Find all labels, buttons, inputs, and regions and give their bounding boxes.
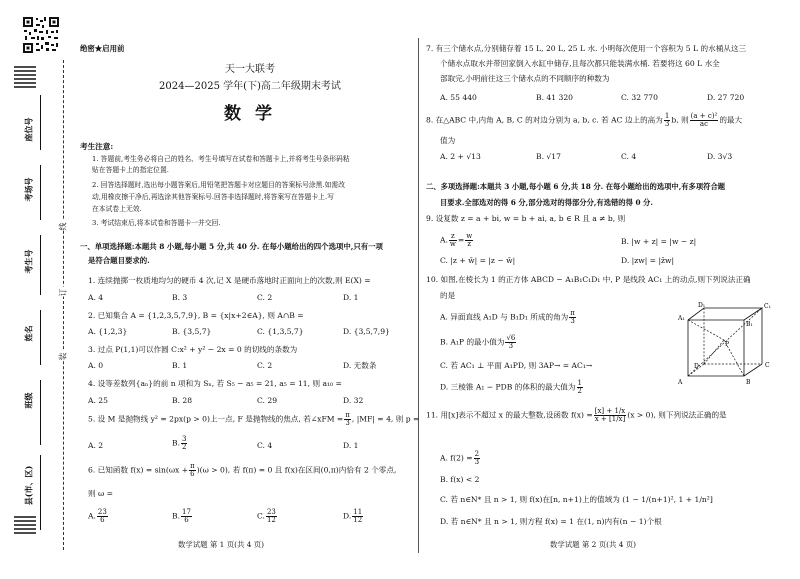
q8-option-b[interactable]: B. √17 bbox=[536, 152, 561, 161]
q11-option-b[interactable]: B. f(x) < 2 bbox=[440, 475, 480, 484]
notice-line: 2. 回答选择题时,选出每小题答案后,用铅笔把答题卡对应题目的答案标号涂黑.如需改 bbox=[92, 181, 346, 189]
q8-option-c[interactable]: C. 4 bbox=[621, 152, 637, 161]
q6-option-a[interactable]: A. $\frac{23}{6}$ bbox=[88, 508, 107, 524]
q4-option-c[interactable]: C. 29 bbox=[257, 396, 278, 405]
q8-stem: 8. 在△ABC 中,内角 A, B, C 的对边分别为 a, b, c. 若 AC 边上的高为 $\frac{1}{3}$ b, 则 $\frac{\text{(a + c)²}}{ac}$ 的最大 bbox=[426, 112, 743, 128]
q1-stem: 1. 连续抛掷一枚质地均匀的硬币 4 次,记 X 是硬币落地时正面向上的次数,则 E(X) = bbox=[88, 276, 371, 285]
q10-stem: 10. 如图,在棱长为 1 的正方体 ABCD − A₁B₁C₁D₁ 中, P 是线段 AC₁ 上的动点,则下列说法正确 bbox=[426, 275, 751, 284]
q6-stem: 6. 已知函数 f(x) = sin(ωx + $\frac{\pi}{6}$ )(ω > 0), 若 f(π) = 0 且 f(x)在区间(0,π)内恰有 2 个零点, bbox=[88, 462, 397, 478]
county-label: 县(市、区) bbox=[23, 465, 34, 506]
q11-option-d[interactable]: D. 若 n∈N* 且 n > 1, 则方程 f(x) = 1 在(1, n)内有(n − 1)个根 bbox=[440, 517, 662, 526]
q2-option-c[interactable]: C. {1,3,5,7} bbox=[257, 327, 304, 336]
q10-option-b[interactable]: B. A₁P 的最小值为 $\frac{√6}{3}$ bbox=[440, 334, 516, 350]
q1-option-a[interactable]: A. 4 bbox=[88, 293, 104, 302]
q4-option-d[interactable]: D. 32 bbox=[343, 396, 364, 405]
cube-label-p: P bbox=[725, 341, 730, 348]
cube-label-b1: B₁ bbox=[746, 321, 753, 328]
q1-option-c[interactable]: C. 2 bbox=[257, 293, 273, 302]
cube-label-d1: D₁ bbox=[698, 302, 706, 309]
q5-option-d[interactable]: D. 1 bbox=[343, 441, 359, 450]
cube-label-c1: C₁ bbox=[764, 303, 771, 310]
notice-line: 贴在答题卡上的指定位置. bbox=[92, 166, 169, 174]
cube-label-c: C bbox=[765, 362, 770, 369]
q3-option-a[interactable]: A. 0 bbox=[88, 361, 104, 370]
seat-number-label: 座位号 bbox=[23, 117, 34, 142]
q7-stem: 7. 有三个储水点,分别储存着 15 L, 20 L, 25 L 水. 小明每次使用一个容积为 5 L 的水桶从这三 bbox=[426, 44, 747, 53]
q7-stem: 部取完,小明前往这三个储水点的不同顺序的种数为 bbox=[440, 74, 610, 83]
q9-option-a[interactable]: A. $\frac{z}{w}$ = $\frac{w}{z}$ bbox=[440, 232, 473, 248]
exam-title: 2024—2025 学年(下)高二年级期末考试 bbox=[159, 81, 341, 92]
q5-stem: 5. 设 M 是抛物线 y² = 2px(p > 0)上一点, F 是抛物线的焦点, 若∠xFM = $\frac{\pi}{3}$ , |MF| = 4, 则 p = bbox=[88, 411, 420, 427]
q5-option-b[interactable]: B. $\frac{3}{2}$ bbox=[172, 435, 187, 451]
q11-stem: 11. 用[x]表示不超过 x 的最大整数,设函数 f(x) = $\frac{[x] + 1/x}{x + [1/x]}$ (x > 0), 则下列说法正确的是 bbox=[426, 407, 727, 423]
secret-label: 绝密★启用前 bbox=[80, 44, 125, 53]
q11-option-c[interactable]: C. 若 n∈N* 且 n > 1, 则 f(x)在[n, n+1)上的值域为 (1 − 1/(n+1)², 1 + 1/n²] bbox=[440, 495, 713, 504]
q7-option-d[interactable]: D. 27 720 bbox=[707, 93, 745, 102]
q2-option-a[interactable]: A. {1,2,3} bbox=[88, 327, 128, 336]
q5-option-a[interactable]: A. 2 bbox=[88, 441, 104, 450]
q2-option-b[interactable]: B. {3,5,7} bbox=[172, 327, 212, 336]
q6-option-b[interactable]: B. $\frac{17}{6}$ bbox=[172, 508, 191, 524]
footer-left: 数学试题 第 1 页(共 4 页) bbox=[178, 540, 265, 549]
q8-stem2: 值为 bbox=[440, 136, 456, 145]
section1-title: 是符合题目要求的. bbox=[88, 256, 150, 265]
q3-option-d[interactable]: D. 无数条 bbox=[343, 361, 377, 370]
seal-mark-bind: 订 bbox=[58, 288, 68, 297]
q3-option-c[interactable]: C. 2 bbox=[257, 361, 273, 370]
cube-figure bbox=[676, 302, 776, 386]
q1-option-b[interactable]: B. 3 bbox=[172, 293, 188, 302]
section2-title: 二、多项选择题:本题共 3 小题,每小题 6 分,共 18 分. 在每小题给出的选项中,有多项符合题 bbox=[426, 182, 726, 191]
exam-room-label: 考场号 bbox=[23, 177, 34, 202]
subject-title: 数 学 bbox=[224, 104, 276, 124]
q2-option-d[interactable]: D. {3,5,7,9} bbox=[343, 327, 390, 336]
q3-option-b[interactable]: B. 1 bbox=[172, 361, 188, 370]
notice-line: 3. 考试结束后,将本试卷和答题卡一并交回. bbox=[92, 219, 221, 227]
q3-stem: 3. 过点 P(1,1)可以作圆 C:x² + y² − 2x = 0 的切线的条数为 bbox=[88, 345, 298, 354]
notice-line: 1. 答题前,考生务必将自己的姓名、考生号填写在试卷和答题卡上,并将考生号条形码粘 bbox=[92, 155, 350, 163]
seal-line bbox=[63, 60, 65, 550]
q4-stem: 4. 设等差数列{aₙ}的前 n 项和为 Sₙ, 若 S₅ − a₅ = 21, a₅ = 11, 则 a₁₀ = bbox=[88, 379, 342, 388]
q6-option-d[interactable]: D. $\frac{11}{12}$ bbox=[343, 508, 363, 524]
q11-option-a[interactable]: A. f(2) = $\frac{2}{3}$ bbox=[440, 450, 480, 466]
org-title: 天一大联考 bbox=[225, 64, 275, 75]
q9-stem: 9. 设复数 z = a + bi, w = b + ai, a, b ∈ R 且 a ≠ b, 则 bbox=[426, 214, 626, 223]
name-label: 姓名 bbox=[23, 325, 34, 342]
class-label: 班级 bbox=[23, 392, 34, 409]
q7-stem: 个储水点取水并带回家倒入水缸中储存,且每次都只能装满水桶. 若要将这 60 L 水全 bbox=[440, 59, 720, 68]
q6-option-c[interactable]: C. $\frac{23}{12}$ bbox=[257, 508, 276, 524]
seal-mark-line: 线 bbox=[58, 222, 68, 231]
section1-title: 一、单项选择题:本题共 8 小题,每小题 5 分,共 40 分. 在每小题给出的四个选项中,只有一项 bbox=[80, 242, 383, 251]
q10-stem: 的是 bbox=[440, 291, 456, 300]
cube-label-d: D bbox=[694, 363, 699, 370]
section2-title: 目要求.全部选对的得 6 分,部分选对的得部分分,有选错的得 0 分. bbox=[440, 198, 653, 207]
qr-code bbox=[22, 16, 60, 54]
q8-option-d[interactable]: D. 3√3 bbox=[707, 152, 733, 161]
notice-line: 在本试卷上无效. bbox=[92, 205, 142, 213]
cube-label-b: B bbox=[746, 379, 751, 386]
q7-option-a[interactable]: A. 55 440 bbox=[440, 93, 477, 102]
notice-title: 考生注意: bbox=[80, 142, 114, 151]
q1-option-d[interactable]: D. 1 bbox=[343, 293, 359, 302]
q9-option-d[interactable]: D. |zw| = |z̄w| bbox=[621, 256, 675, 265]
exam-number-label: 考生号 bbox=[23, 249, 34, 274]
q4-option-b[interactable]: B. 28 bbox=[172, 396, 193, 405]
q7-option-c[interactable]: C. 32 770 bbox=[621, 93, 658, 102]
notice-line: 动,用橡皮擦干净后,再选涂其他答案标号.回答非选择题时,将答案写在答题卡上.写 bbox=[92, 193, 334, 201]
page-divider bbox=[418, 38, 419, 553]
q8-option-a[interactable]: A. 2 + √13 bbox=[440, 152, 481, 161]
q6-stem2: 则 ω = bbox=[88, 489, 113, 498]
q10-option-c[interactable]: C. 若 AC₁ ⊥ 平面 A₁PD, 则 3AP→ = AC₁→ bbox=[440, 361, 593, 370]
q4-option-a[interactable]: A. 25 bbox=[88, 396, 108, 405]
seal-mark-fold: 装 bbox=[58, 352, 68, 361]
q10-option-d[interactable]: D. 三棱锥 A₁ − PDB 的体积的最大值为 $\frac{1}{2}$ bbox=[440, 379, 582, 395]
cube-label-a: A bbox=[678, 379, 683, 386]
cube-label-a1: A₁ bbox=[678, 315, 685, 322]
footer-right: 数学试题 第 2 页(共 4 页) bbox=[550, 540, 637, 549]
q2-stem: 2. 已知集合 A = {1,2,3,5,7,9}, B = {x|x+2∈A}, 则 A∩B = bbox=[88, 311, 304, 320]
q9-option-b[interactable]: B. |w + z| = |w − z| bbox=[621, 237, 697, 246]
q5-option-c[interactable]: C. 4 bbox=[257, 441, 273, 450]
q9-option-c[interactable]: C. |z + w̄| = |z − w̄| bbox=[440, 256, 516, 265]
q7-option-b[interactable]: B. 41 320 bbox=[536, 93, 573, 102]
q10-option-a[interactable]: A. 异面直线 A₁D 与 B₁D₁ 所成的角为 $\frac{\pi}{3}$ bbox=[440, 309, 575, 325]
